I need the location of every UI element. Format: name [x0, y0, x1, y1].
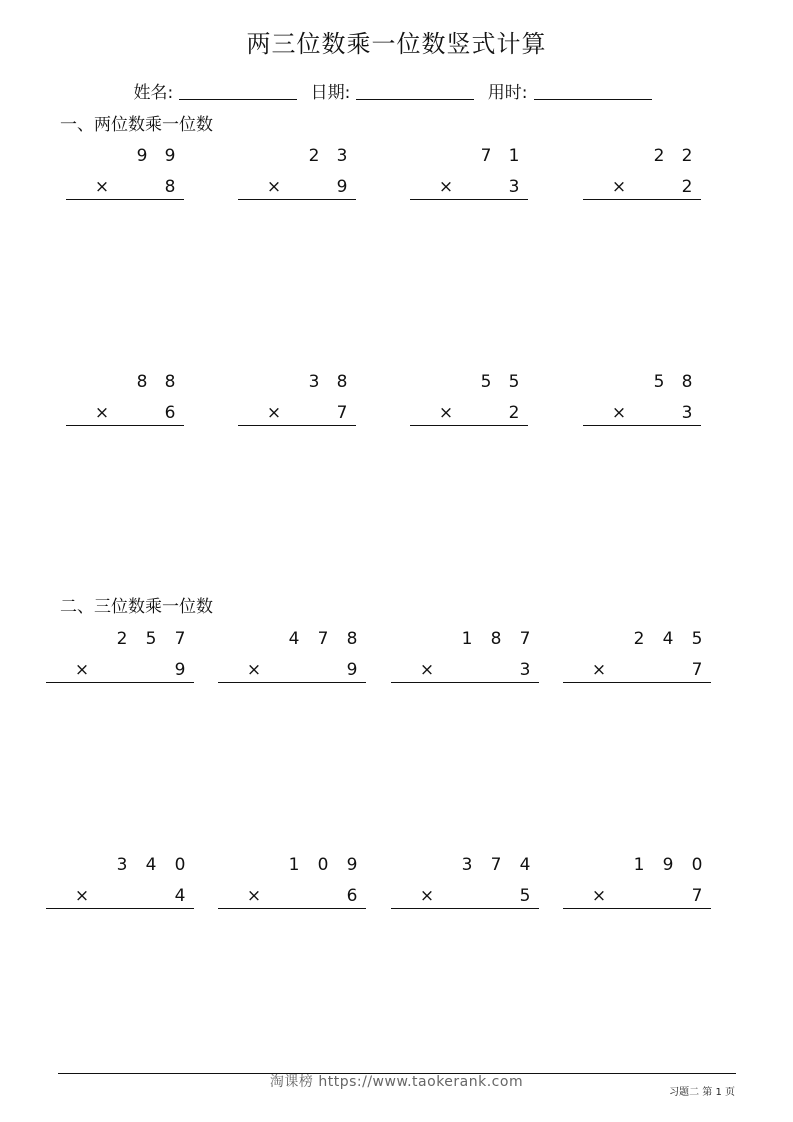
problem	[238, 146, 356, 202]
problem	[391, 629, 539, 685]
multiplier-digit: 9	[346, 660, 358, 680]
multiplicand-digit: 8	[336, 372, 348, 392]
multiplicand-digit: 0	[691, 855, 703, 875]
answer-line	[391, 682, 539, 683]
page-title: 两三位数乘一位数竖式计算	[246, 30, 547, 58]
multiplier-digit: 9	[336, 177, 348, 197]
problem	[238, 372, 356, 428]
answer-line	[563, 908, 711, 909]
multiplier-digit: 2	[681, 177, 693, 197]
answer-line	[218, 908, 366, 909]
problem	[218, 629, 366, 685]
problem	[46, 629, 194, 685]
student-info-line	[0, 78, 793, 103]
multiplier-digit: 2	[508, 403, 520, 423]
multiplicand-digit: 7	[174, 629, 186, 649]
multiplicand-digit: 5	[653, 372, 665, 392]
multiplier-digit: 7	[336, 403, 348, 423]
multiply-sign: ×	[611, 403, 627, 423]
multiply-sign: ×	[266, 403, 282, 423]
time-label: 用时:	[487, 83, 528, 103]
multiplicand-digit: 9	[662, 855, 674, 875]
multiply-sign: ×	[94, 177, 110, 197]
multiplier-digit: 3	[519, 660, 531, 680]
answer-line	[583, 199, 701, 200]
multiplicand-digit: 4	[662, 629, 674, 649]
problem	[66, 372, 184, 428]
section-heading-two-digit: 一、两位数乘一位数	[60, 115, 213, 135]
multiplicand-digit: 2	[308, 146, 320, 166]
multiply-sign: ×	[591, 886, 607, 906]
multiplier-digit: 6	[164, 403, 176, 423]
multiply-sign: ×	[419, 886, 435, 906]
multiplicand-digit: 7	[317, 629, 329, 649]
multiplicand-digit: 7	[480, 146, 492, 166]
answer-line	[66, 425, 184, 426]
multiplicand-digit: 9	[136, 146, 148, 166]
footer-page-number: 习题二 第 1 页	[669, 1087, 735, 1098]
multiplicand-digit: 4	[288, 629, 300, 649]
answer-line	[46, 682, 194, 683]
multiplicand-digit: 1	[461, 629, 473, 649]
multiply-sign: ×	[438, 403, 454, 423]
multiplier-digit: 9	[174, 660, 186, 680]
multiply-sign: ×	[246, 886, 262, 906]
multiplicand-digit: 8	[346, 629, 358, 649]
answer-line	[238, 199, 356, 200]
multiplicand-digit: 3	[308, 372, 320, 392]
date-blank	[356, 81, 474, 100]
multiplicand-digit: 3	[461, 855, 473, 875]
multiplicand-digit: 8	[490, 629, 502, 649]
problem	[563, 629, 711, 685]
multiply-sign: ×	[611, 177, 627, 197]
answer-line	[410, 199, 528, 200]
problem	[66, 146, 184, 202]
multiplicand-digit: 0	[174, 855, 186, 875]
multiplicand-digit: 9	[346, 855, 358, 875]
multiplier-digit: 4	[174, 886, 186, 906]
multiplier-digit: 7	[691, 660, 703, 680]
multiplicand-digit: 8	[681, 372, 693, 392]
multiplicand-digit: 9	[164, 146, 176, 166]
footer-site: 淘课榜 https://www.taokerank.com	[269, 1074, 524, 1090]
problem	[410, 146, 528, 202]
multiplicand-digit: 2	[633, 629, 645, 649]
multiplicand-digit: 7	[519, 629, 531, 649]
multiply-sign: ×	[94, 403, 110, 423]
multiply-sign: ×	[438, 177, 454, 197]
time-blank	[534, 81, 652, 100]
multiply-sign: ×	[419, 660, 435, 680]
multiplicand-digit: 8	[136, 372, 148, 392]
answer-line	[583, 425, 701, 426]
answer-line	[218, 682, 366, 683]
problem	[410, 372, 528, 428]
multiplicand-digit: 0	[317, 855, 329, 875]
answer-line	[563, 682, 711, 683]
multiplicand-digit: 1	[633, 855, 645, 875]
multiply-sign: ×	[591, 660, 607, 680]
multiplier-digit: 3	[508, 177, 520, 197]
name-blank	[179, 81, 297, 100]
multiplicand-digit: 8	[164, 372, 176, 392]
multiplicand-digit: 1	[508, 146, 520, 166]
problem	[563, 855, 711, 911]
date-label: 日期:	[310, 83, 351, 103]
answer-line	[46, 908, 194, 909]
multiplicand-digit: 3	[336, 146, 348, 166]
section-heading-three-digit: 二、三位数乘一位数	[60, 597, 213, 617]
multiplier-digit: 5	[519, 886, 531, 906]
problem	[218, 855, 366, 911]
multiplicand-digit: 5	[480, 372, 492, 392]
multiplier-digit: 7	[691, 886, 703, 906]
multiplicand-digit: 4	[519, 855, 531, 875]
answer-line	[410, 425, 528, 426]
multiplier-digit: 3	[681, 403, 693, 423]
answer-line	[391, 908, 539, 909]
multiply-sign: ×	[74, 886, 90, 906]
problem	[583, 372, 701, 428]
multiplicand-digit: 2	[653, 146, 665, 166]
multiplicand-digit: 7	[490, 855, 502, 875]
multiplicand-digit: 5	[691, 629, 703, 649]
answer-line	[66, 199, 184, 200]
multiply-sign: ×	[266, 177, 282, 197]
multiplicand-digit: 4	[145, 855, 157, 875]
multiplicand-digit: 5	[508, 372, 520, 392]
problem	[46, 855, 194, 911]
multiplier-digit: 8	[164, 177, 176, 197]
multiplicand-digit: 1	[288, 855, 300, 875]
multiply-sign: ×	[246, 660, 262, 680]
multiplicand-digit: 2	[116, 629, 128, 649]
name-label: 姓名:	[133, 83, 174, 103]
problem	[583, 146, 701, 202]
multiplicand-digit: 2	[681, 146, 693, 166]
multiplier-digit: 6	[346, 886, 358, 906]
answer-line	[238, 425, 356, 426]
problem	[391, 855, 539, 911]
multiplicand-digit: 5	[145, 629, 157, 649]
multiplicand-digit: 3	[116, 855, 128, 875]
multiply-sign: ×	[74, 660, 90, 680]
